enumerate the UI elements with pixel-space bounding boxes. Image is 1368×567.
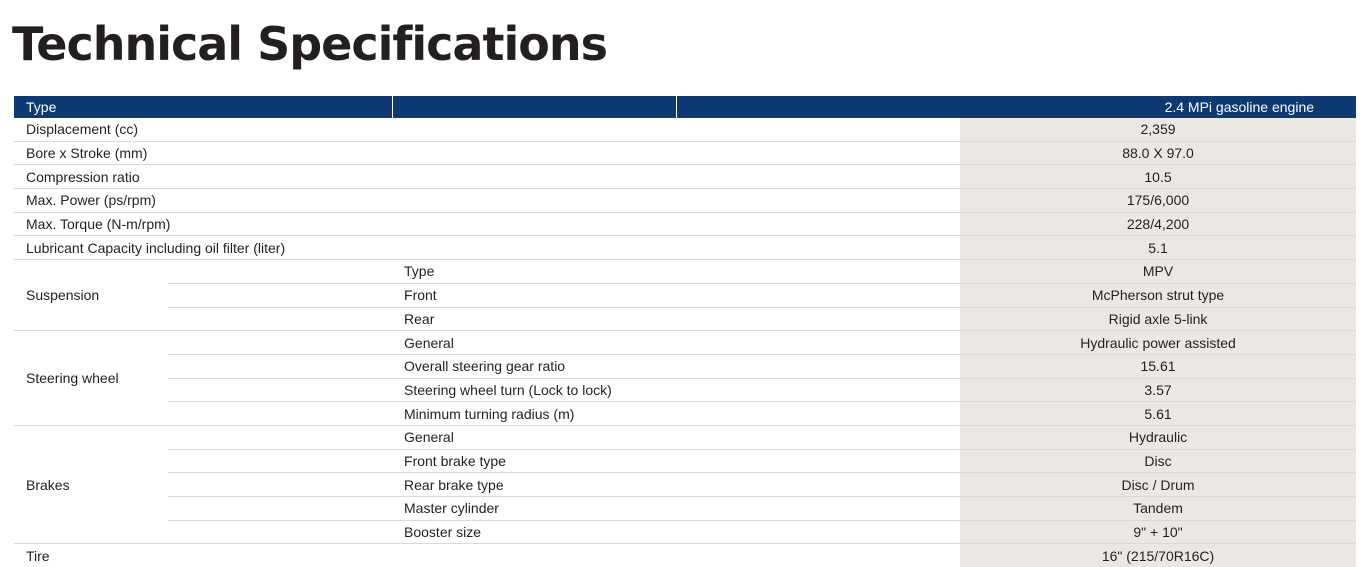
table-row xyxy=(14,118,1356,141)
row-label: Displacement (cc) xyxy=(14,118,960,141)
table-row xyxy=(14,449,1356,473)
table-row xyxy=(14,331,1356,355)
spacer-cell xyxy=(168,378,392,402)
sub-label: Rear xyxy=(392,307,960,331)
table-row xyxy=(14,402,1356,426)
sub-value: 9" + 10" xyxy=(960,520,1356,544)
row-value: 175/6,000 xyxy=(960,189,1356,213)
sub-value: Rigid axle 5-link xyxy=(960,307,1356,331)
sub-value: Disc / Drum xyxy=(960,473,1356,497)
spacer-cell xyxy=(168,402,392,426)
table-row xyxy=(14,307,1356,331)
sub-label: Minimum turning radius (m) xyxy=(392,402,960,426)
table-row xyxy=(14,544,1356,567)
spacer-cell xyxy=(168,520,392,544)
row-value: 2,359 xyxy=(960,118,1356,141)
sub-label: General xyxy=(392,331,960,355)
sub-value: MPV xyxy=(960,260,1356,284)
sub-value: 3.57 xyxy=(960,378,1356,402)
header-blank-cell xyxy=(392,96,676,118)
specifications-table xyxy=(14,96,1356,567)
spacer-cell xyxy=(168,354,392,378)
table-row xyxy=(14,283,1356,307)
spacer-cell xyxy=(168,331,392,355)
row-label: Tire xyxy=(26,547,50,564)
group-label-steering-wheel: Steering wheel xyxy=(14,331,168,426)
sub-value: Tandem xyxy=(960,497,1356,521)
group-label-brakes: Brakes xyxy=(14,425,168,543)
row-value: 5.1 xyxy=(960,236,1356,260)
page-title: Technical Specifications xyxy=(12,17,607,71)
row-label: Max. Power (ps/rpm) xyxy=(14,189,960,213)
row-label: Max. Torque (N-m/rpm) xyxy=(14,212,960,236)
sub-value: Hydraulic power assisted xyxy=(960,331,1356,355)
spacer-cell xyxy=(168,283,392,307)
sub-label: Master cylinder xyxy=(392,497,960,521)
sub-value: McPherson strut type xyxy=(960,283,1356,307)
spacer-cell xyxy=(168,260,392,284)
sub-label: Front brake type xyxy=(392,449,960,473)
sub-label: Type xyxy=(392,260,960,284)
row-label: Bore x Stroke (mm) xyxy=(14,141,960,165)
sub-label: Rear brake type xyxy=(392,473,960,497)
table-row xyxy=(14,236,1356,260)
sub-value: 5.61 xyxy=(960,402,1356,426)
table-row xyxy=(14,497,1356,521)
row-label: Compression ratio xyxy=(14,165,960,189)
sub-value: Disc xyxy=(960,449,1356,473)
spacer-cell xyxy=(168,449,392,473)
spacer-cell xyxy=(168,497,392,521)
table-row xyxy=(14,354,1356,378)
sub-label: General xyxy=(392,425,960,449)
table-header-row xyxy=(14,96,1356,118)
sub-label: Steering wheel turn (Lock to lock) xyxy=(392,378,960,402)
sub-value: Hydraulic xyxy=(960,425,1356,449)
sub-label: Front xyxy=(392,283,960,307)
header-engine-value: 2.4 MPi gasoline engine xyxy=(676,96,1356,118)
table-row xyxy=(14,189,1356,213)
spacer-cell xyxy=(168,307,392,331)
sub-value: 15.61 xyxy=(960,354,1356,378)
sub-label: Overall steering gear ratio xyxy=(392,354,960,378)
table-row xyxy=(14,260,1356,284)
table-row xyxy=(14,378,1356,402)
row-value: 88.0 X 97.0 xyxy=(960,141,1356,165)
row-value: 10.5 xyxy=(960,165,1356,189)
table-row xyxy=(14,165,1356,189)
spacer-cell xyxy=(168,425,392,449)
table-row xyxy=(14,212,1356,236)
table-row xyxy=(14,520,1356,544)
table-row xyxy=(14,425,1356,449)
row-label: Lubricant Capacity including oil filter (liter) xyxy=(14,236,960,260)
table-row xyxy=(14,473,1356,497)
sub-label: Booster size xyxy=(392,520,960,544)
row-value: 228/4,200 xyxy=(960,212,1356,236)
row-value: 16" (215/70R16C) xyxy=(960,544,1356,567)
header-type-label: Type xyxy=(14,96,392,118)
spacer-cell xyxy=(168,473,392,497)
group-label-suspension: Suspension xyxy=(14,260,168,331)
table-row xyxy=(14,141,1356,165)
